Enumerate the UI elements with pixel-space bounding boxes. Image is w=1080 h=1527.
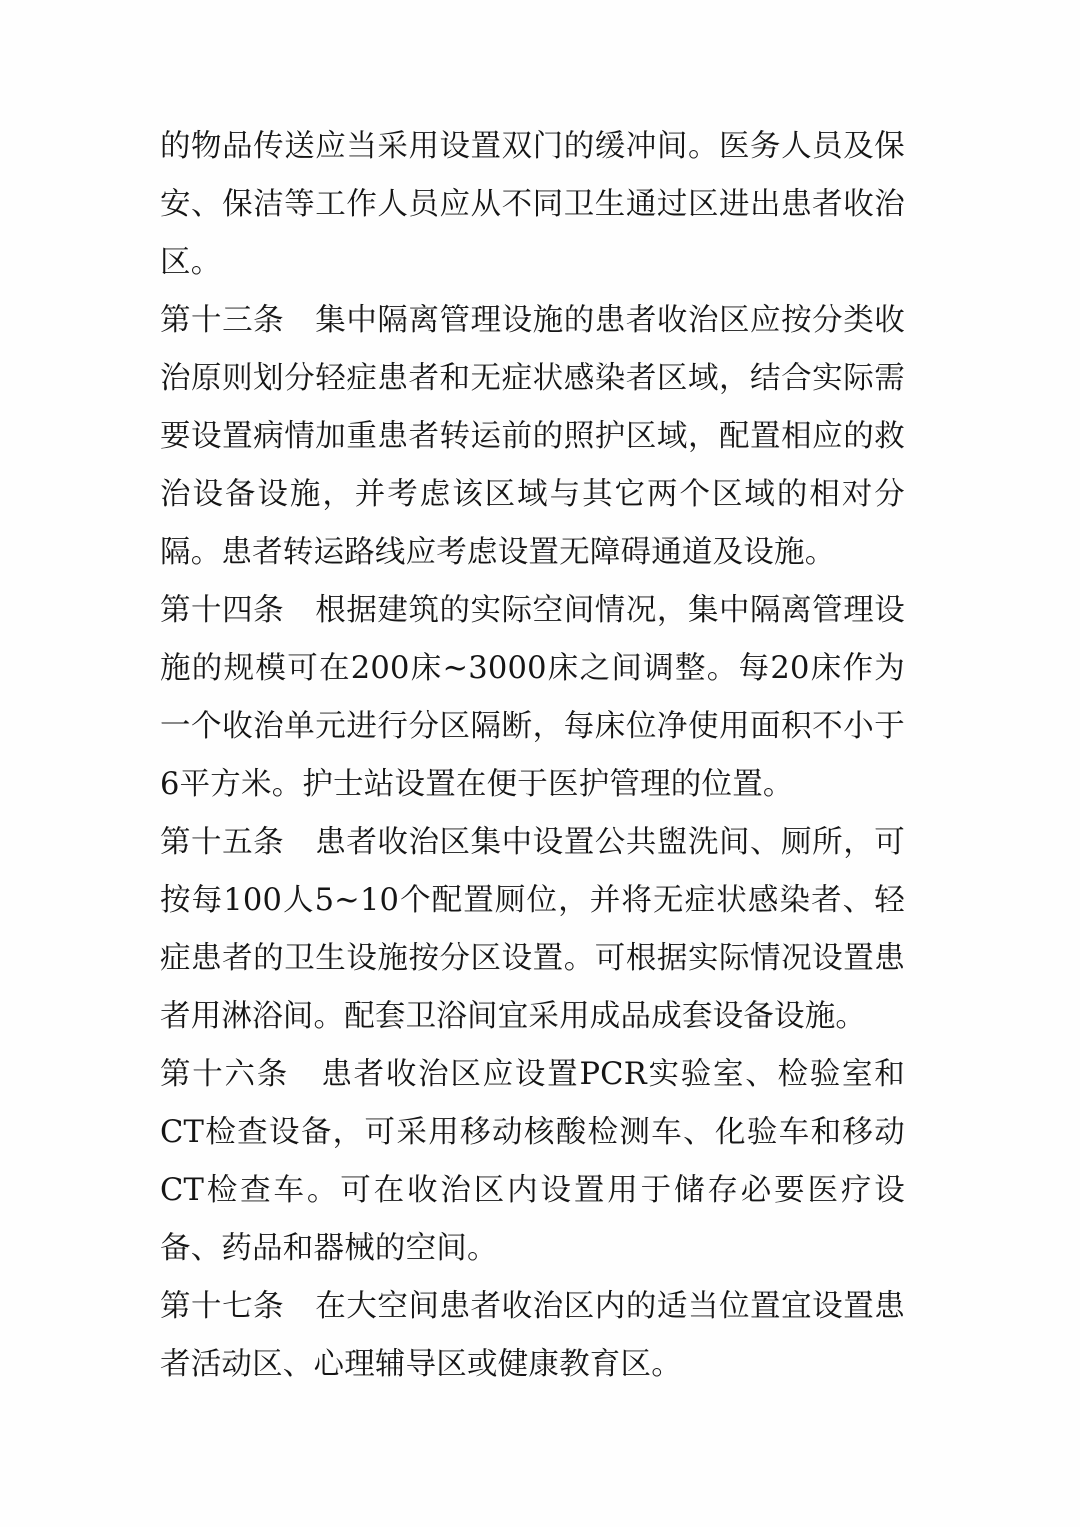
paragraph-article-17: 第十七条 在大空间患者收治区内的适当位置宜设置患者活动区、心理辅导区或健康教育区。: [160, 1289, 905, 1382]
paragraph-article-14: 第十四条 根据建筑的实际空间情况，集中隔离管理设施的规模可在200床~3000床之间调整。每20床作为一个收治单元进行分区隔断，每床位净使用面积不小于6平方米。护士站设置在便于医护管理的位置。: [160, 593, 905, 802]
paragraph-article-13: 第十三条 集中隔离管理设施的患者收治区应按分类收治原则划分轻症患者和无症状感染者区域，结合实际需要设置病情加重患者转运前的照护区域，配置相应的救治设备设施，并考虑该区域与其它两个区域的相对分隔。患者转运路线应考虑设置无障碍通道及设施。: [160, 303, 905, 570]
document-body: [160, 118, 905, 1394]
paragraph-continued: 的物品传送应当采用设置双门的缓冲间。医务人员及保安、保洁等工作人员应从不同卫生通过区进出患者收治区。: [160, 129, 905, 280]
paragraph-article-16: 第十六条 患者收治区应设置PCR实验室、检验室和CT检查设备，可采用移动核酸检测车、化验车和移动CT检查车。可在收治区内设置用于储存必要医疗设备、药品和器械的空间。: [160, 1057, 905, 1266]
paragraph-article-15: 第十五条 患者收治区集中设置公共盥洗间、厕所，可按每100人5~10个配置厕位，并将无症状感染者、轻症患者的卫生设施按分区设置。可根据实际情况设置患者用淋浴间。配套卫浴间宜采用成品成套设备设施。: [160, 825, 905, 1034]
